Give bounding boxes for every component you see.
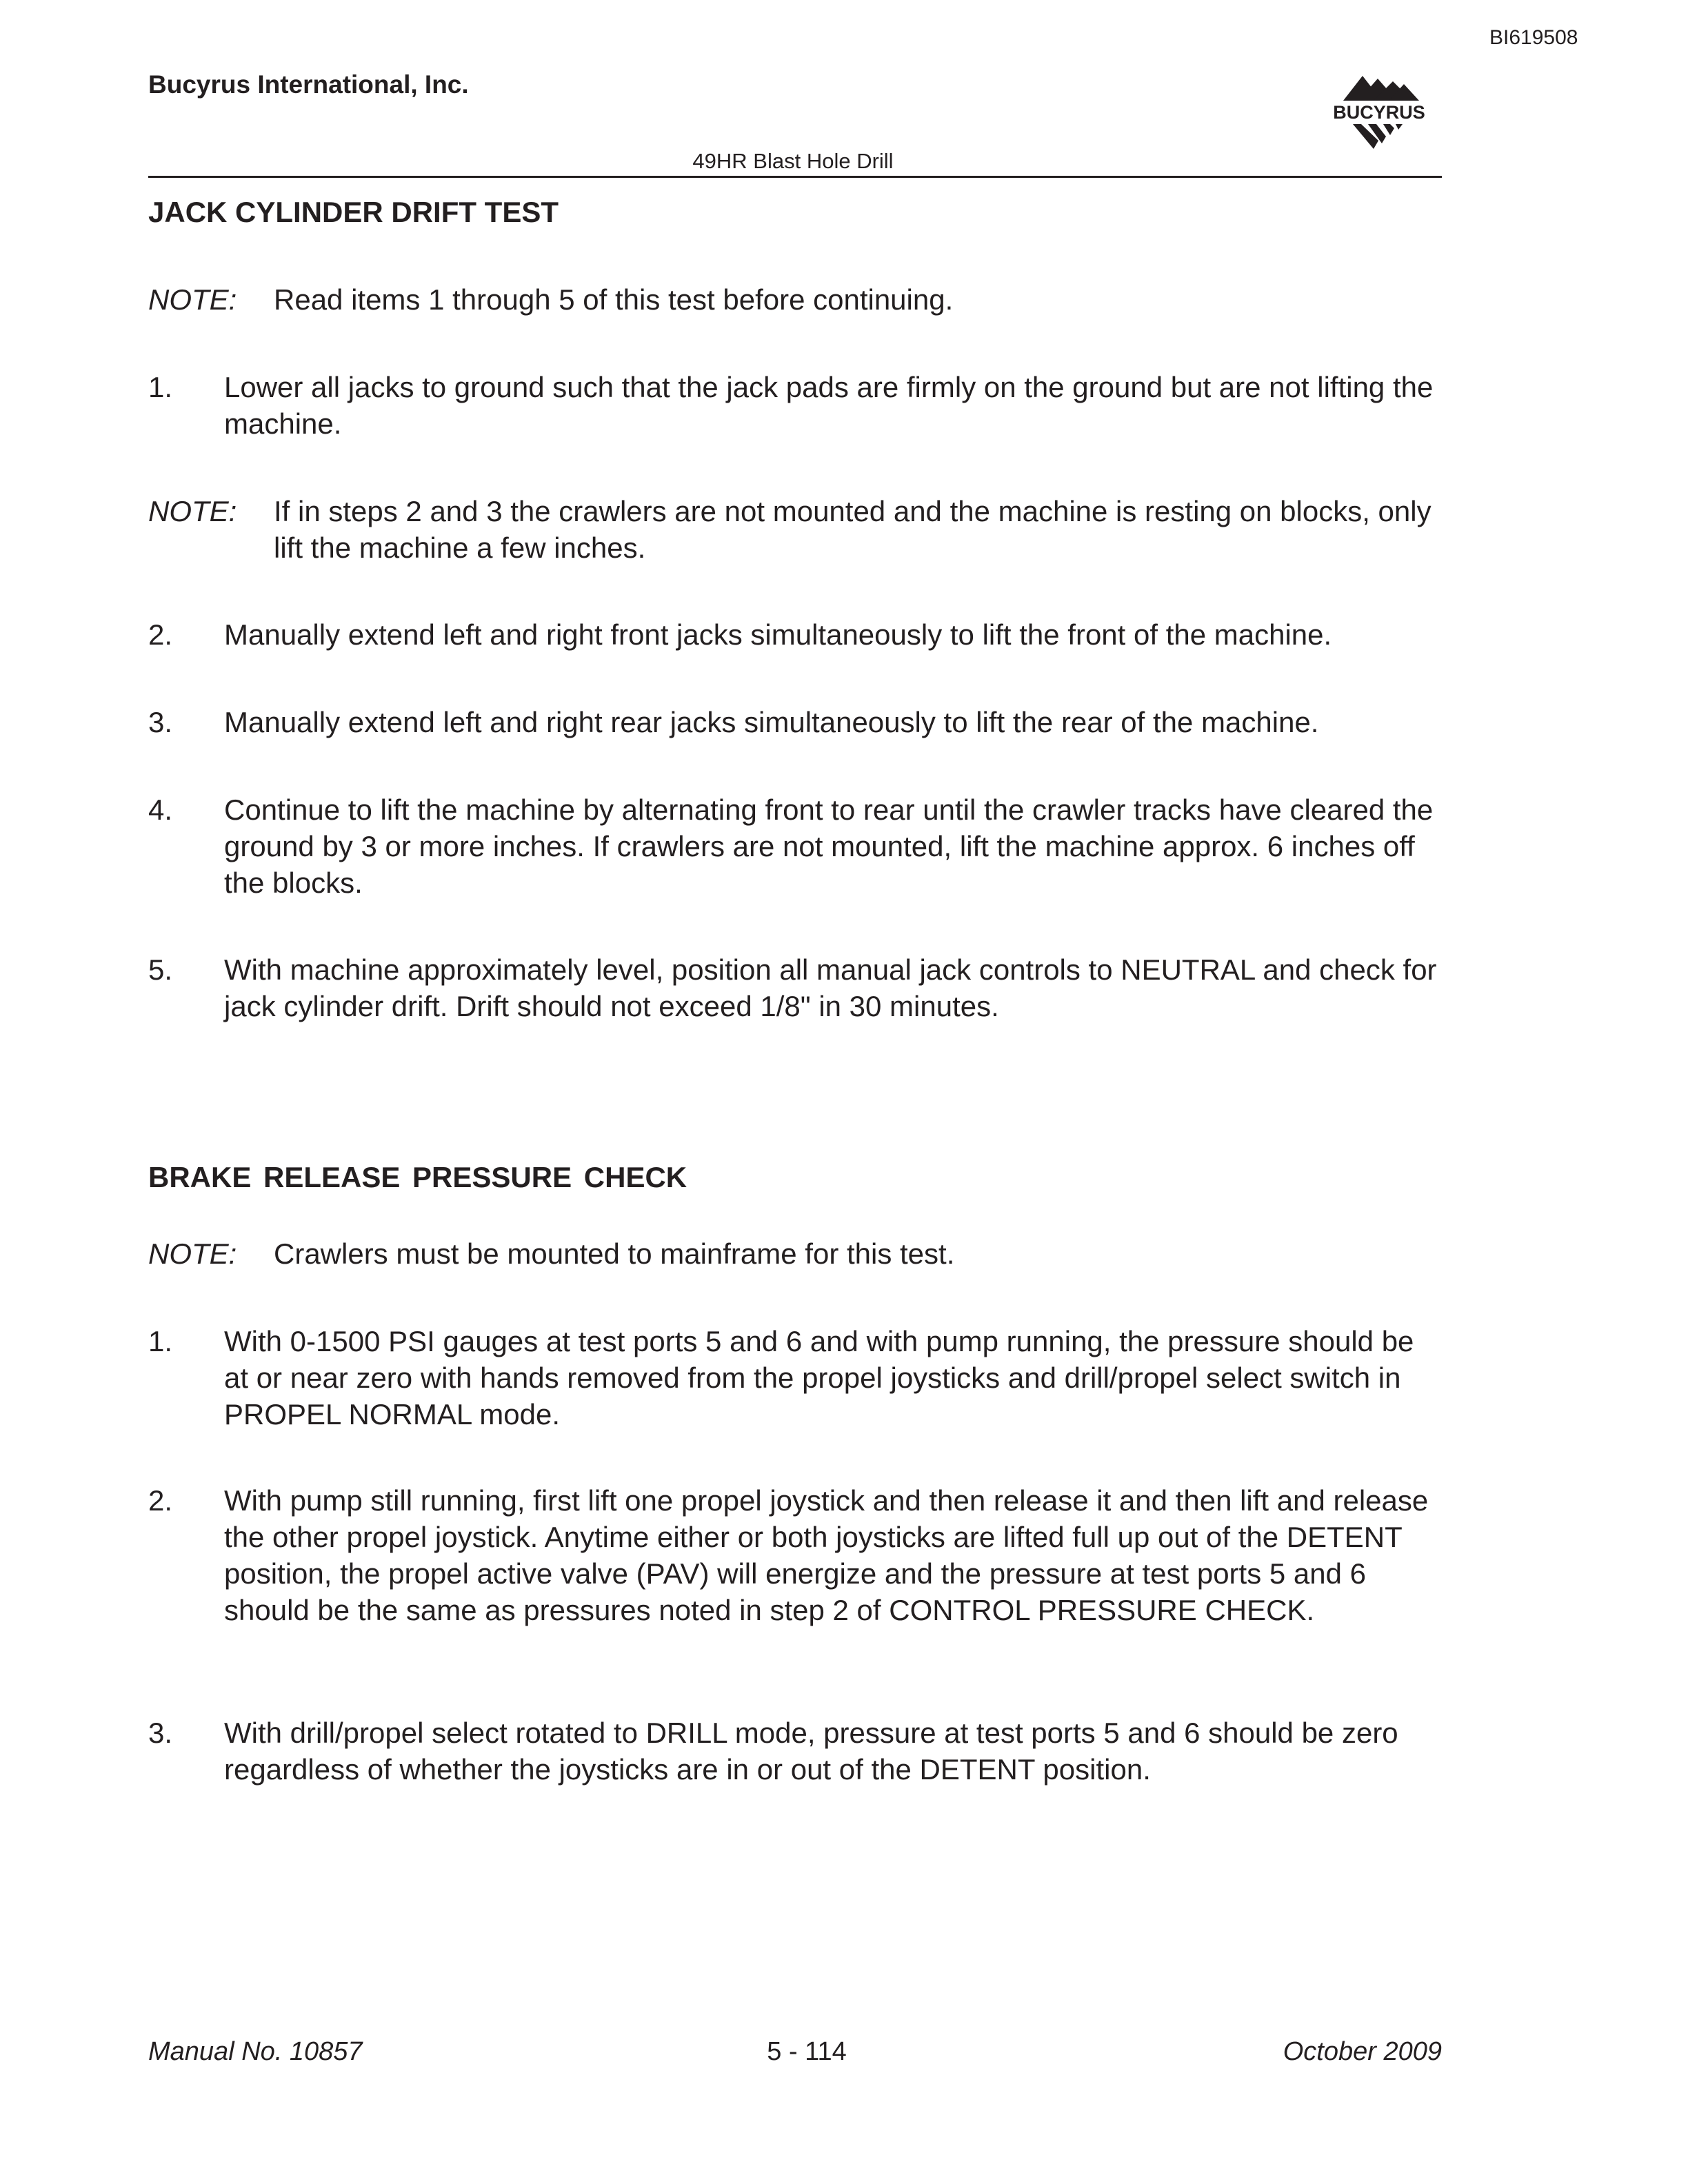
header-divider <box>148 176 1442 178</box>
step-item <box>148 616 1445 653</box>
step-item <box>148 791 1445 901</box>
manual-number: Manual No. 10857 <box>148 2037 363 2066</box>
bucyrus-logo <box>1310 69 1448 152</box>
note-text: Read items 1 through 5 of this test before continuing. <box>274 283 954 316</box>
step-text: With 0-1500 PSI gauges at test ports 5 and 6 and with pump running, the pressure should be at or near zero with hands removed from the propel joysticks and drill/propel select switch in PROPEL NORMAL mode. <box>224 1325 1414 1430</box>
step-text: Continue to lift the machine by alternating front to rear until the crawler tracks have cleared the ground by 3 or more inches. If crawlers are not mounted, lift the machine approx. 6 inches off the blocks. <box>224 793 1434 899</box>
step-number: 3. <box>148 706 173 738</box>
publication-date: October 2009 <box>1283 2037 1442 2066</box>
note-text: Crawlers must be mounted to mainframe for this test. <box>274 1237 955 1270</box>
step-item <box>148 1482 1445 1628</box>
note <box>148 1235 1445 1272</box>
note <box>148 281 1445 318</box>
step-text: Manually extend left and right rear jacks simultaneously to lift the rear of the machine. <box>224 706 1319 738</box>
step-item <box>148 704 1445 740</box>
step-text: Manually extend left and right front jacks simultaneously to lift the front of the machine. <box>224 618 1332 651</box>
step-number: 5. <box>148 953 173 986</box>
logo-text: BUCYRUS <box>1333 102 1425 123</box>
step-item <box>148 1715 1445 1788</box>
company-name: Bucyrus International, Inc. <box>148 70 469 99</box>
section-title-jack-cylinder-drift-test: JACK CYLINDER DRIFT TEST <box>148 196 559 228</box>
step-text: With drill/propel select rotated to DRILL mode, pressure at test ports 5 and 6 should be zero regardless of whether the joysticks are in or out of the DETENT position. <box>224 1717 1398 1786</box>
step-text: Lower all jacks to ground such that the jack pads are firmly on the ground but are not lifting the machine. <box>224 371 1434 440</box>
step-number: 4. <box>148 793 173 826</box>
step-number: 2. <box>148 1484 173 1517</box>
document-subtitle: 49HR Blast Hole Drill <box>692 149 894 173</box>
step-number: 3. <box>148 1717 173 1749</box>
step-item <box>148 1323 1445 1433</box>
step-number: 1. <box>148 371 173 403</box>
page-number: 5 - 114 <box>767 2037 847 2066</box>
step-number: 1. <box>148 1325 173 1357</box>
note <box>148 493 1445 566</box>
step-item <box>148 369 1445 442</box>
note-label: NOTE: <box>148 495 237 527</box>
step-text: With pump still running, first lift one propel joystick and then release it and then lift and release the other propel joystick. Anytime either or both joysticks are lifted full up out of the DETENT position, the propel active valve (PAV) will energize and the pressure at test ports 5 and 6 should be the same as pressures noted in step 2 of CONTROL PRESSURE CHECK. <box>224 1484 1429 1626</box>
section-title-brake-release-pressure-check: BRAKE RELEASE PRESSURE CHECK <box>148 1161 687 1193</box>
note-label: NOTE: <box>148 283 237 316</box>
step-item <box>148 951 1445 1024</box>
step-text: With machine approximately level, position all manual jack controls to NEUTRAL and check for jack cylinder drift. Drift should not exceed 1/8" in 30 minutes. <box>224 953 1437 1022</box>
note-text: If in steps 2 and 3 the crawlers are not mounted and the machine is resting on blocks, only lift the machine a few inches. <box>274 495 1431 564</box>
note-label: NOTE: <box>148 1237 237 1270</box>
document-id: BI619508 <box>1489 26 1578 49</box>
step-number: 2. <box>148 618 173 651</box>
